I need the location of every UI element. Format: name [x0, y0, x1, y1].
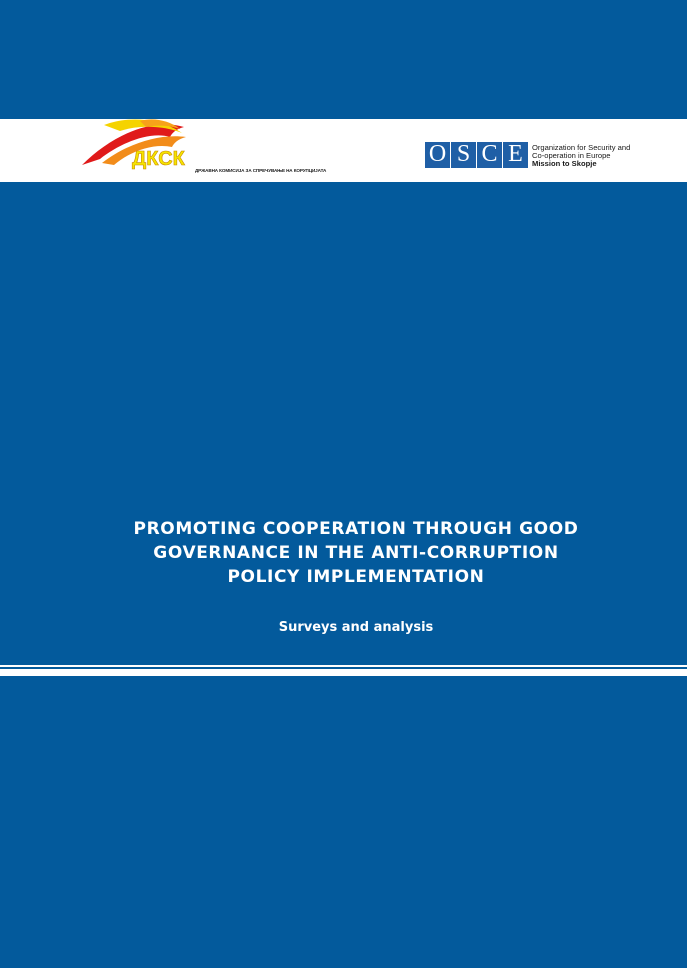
title-line-2: GOVERNANCE IN THE ANTI-CORRUPTION: [153, 543, 559, 563]
osce-letter-c: C: [477, 142, 502, 168]
dksk-logo-text: ДКСК: [132, 148, 185, 170]
divider-thick: [0, 669, 687, 676]
dksk-logo: [80, 119, 327, 182]
document-title: [100, 517, 612, 589]
osce-letter-s: S: [451, 142, 476, 168]
dksk-full-name: ДРЖАВНА КОМИСИЈА ЗА СПРЕЧУВАЊЕ НА КОРУПЦИЈАТА: [195, 168, 327, 173]
title-line-1: PROMOTING COOPERATION THROUGH GOOD: [133, 519, 579, 539]
document-subtitle: Surveys and analysis: [278, 620, 434, 635]
divider-thin: [0, 665, 687, 667]
osce-line-1: Organization for Security and: [532, 143, 631, 152]
osce-letter-boxes: [425, 142, 528, 168]
osce-line-3: Mission to Skopje: [532, 159, 597, 168]
osce-org-name: [532, 144, 630, 168]
logo-band: [0, 119, 687, 182]
osce-line-2: Co-operation in Europe: [532, 151, 611, 160]
osce-letter-e: E: [503, 142, 528, 168]
title-line-3: POLICY IMPLEMENTATION: [227, 567, 485, 587]
osce-letter-o: O: [425, 142, 450, 168]
